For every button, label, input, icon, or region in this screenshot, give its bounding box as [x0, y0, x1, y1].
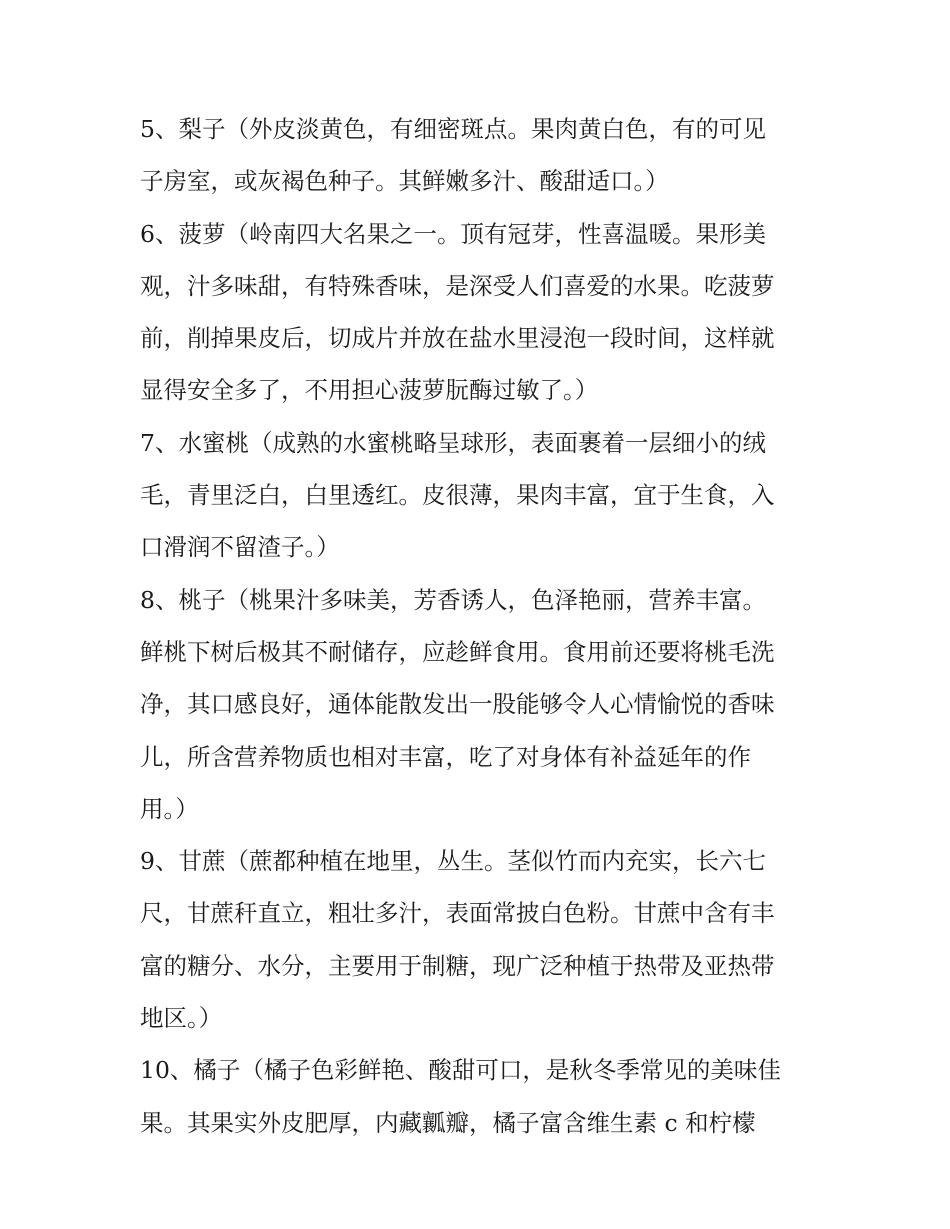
paragraph-honey-peach [140, 417, 820, 574]
text-line: 地区。） [140, 1004, 223, 1033]
paragraph-sugarcane [140, 835, 820, 1044]
text-line: 观，汁多味甜，有特殊香味，是深受人们喜爱的水果。吃菠萝 [140, 271, 775, 300]
text-line: 果。其果实外皮肥厚，内藏瓤瓣，橘子富含维生素 c 和柠檬 [140, 1108, 756, 1137]
paragraph-orange [140, 1044, 820, 1149]
text-line: 尺，甘蔗秆直立，粗壮多汁，表面常披白色粉。甘蔗中含有丰 [140, 899, 775, 928]
text-line: 净，其口感良好，通体能散发出一股能够令人心情愉悦的香味 [140, 690, 775, 719]
text-line: 儿，所含营养物质也相对丰富，吃了对身体有补益延年的作 [140, 742, 751, 771]
text-line: 9、甘蔗（蔗都种植在地里，丛生。茎似竹而内充实，长六七 [140, 847, 766, 876]
text-line: 8、桃子（桃果汁多味美，芳香诱人，色泽艳丽，营养丰富。 [140, 585, 766, 614]
text-line: 鲜桃下树后极其不耐储存，应趁鲜食用。食用前还要将桃毛洗 [140, 637, 775, 666]
text-line: 口滑润不留渣子。） [140, 533, 340, 562]
text-line: 子房室，或灰褐色种子。其鲜嫩多汁、酸甜适口。） [140, 167, 669, 196]
text-line: 显得安全多了，不用担心菠萝朊酶过敏了。） [140, 376, 599, 405]
text-line: 6、菠萝（岭南四大名果之一。顶有冠芽，性喜温暖。果形美 [140, 219, 766, 248]
text-line: 用。） [140, 794, 199, 823]
paragraph-peach [140, 574, 820, 835]
text-line: 5、梨子（外皮淡黄色，有细密斑点。果肉黄白色，有的可见 [140, 115, 766, 143]
text-line: 毛，青里泛白，白里透红。皮很薄，果肉丰富，宜于生食，入 [140, 481, 775, 510]
document-body [140, 103, 820, 1149]
text-line: 前，削掉果皮后，切成片并放在盐水里浸泡一段时间，这样就 [140, 324, 775, 353]
text-line: 富的糖分、水分，主要用于制糖，现广泛种植于热带及亚热带 [140, 951, 775, 980]
paragraph-pear [140, 103, 820, 208]
text-line: 10、橘子（橘子色彩鲜艳、酸甜可口，是秋冬季常见的美味佳 [140, 1056, 781, 1085]
paragraph-pineapple [140, 208, 820, 417]
text-line: 7、水蜜桃（成熟的水蜜桃略呈球形，表面裹着一层细小的绒 [140, 428, 766, 457]
